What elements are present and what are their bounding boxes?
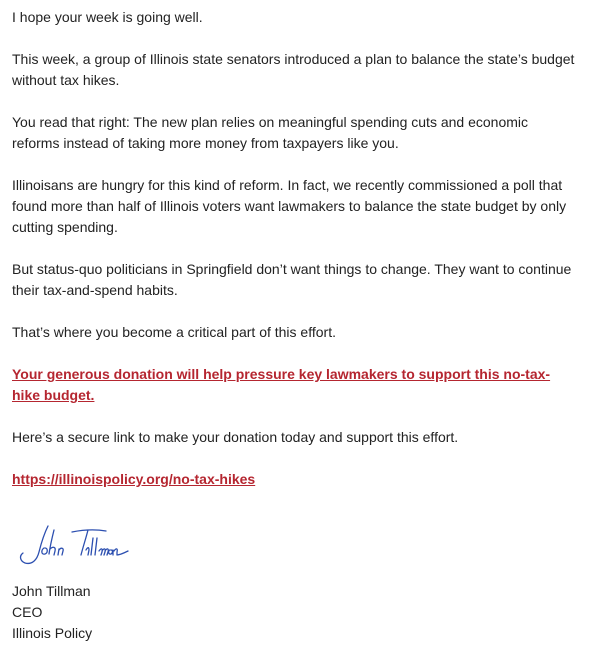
donation-cta-link[interactable] [12, 364, 567, 406]
paragraph-status-quo: But status-quo politicians in Springfield don’t want things to change. They want to continue their tax-and-spend habits. [12, 261, 572, 298]
signature-block [12, 581, 92, 644]
signer-name: John Tillman [12, 583, 91, 599]
donation-url-line[interactable] [12, 469, 580, 490]
greeting-text: I hope your week is going well. [12, 9, 203, 25]
paragraph-senators-plan: This week, a group of Illinois state senators introduced a plan to balance the state’s budget without tax hikes. [12, 51, 575, 88]
paragraph-secure-link: Here’s a secure link to make your donation today and support this effort. [12, 429, 459, 445]
email-body [12, 7, 580, 490]
donation-cta-anchor[interactable]: Your generous donation will help pressure key lawmakers to support this no-tax-hike budget. [12, 366, 551, 403]
paragraph-spending-cuts: You read that right: The new plan relies on meaningful spending cuts and economic reforms instead of taking more money from taxpayers like you. [12, 114, 529, 151]
signer-title: CEO [12, 604, 43, 620]
handwritten-signature [10, 520, 140, 572]
donation-url-link[interactable]: https://illinoispolicy.org/no-tax-hikes [12, 471, 256, 487]
paragraph-poll: Illinoisans are hungry for this kind of reform. In fact, we recently commissioned a poll that found more than half of Illinois voters want lawmakers to balance the state budget by only cutting spending. [12, 177, 567, 235]
paragraph-critical-part: That’s where you become a critical part of this effort. [12, 324, 336, 340]
signer-organization: Illinois Policy [12, 625, 93, 641]
